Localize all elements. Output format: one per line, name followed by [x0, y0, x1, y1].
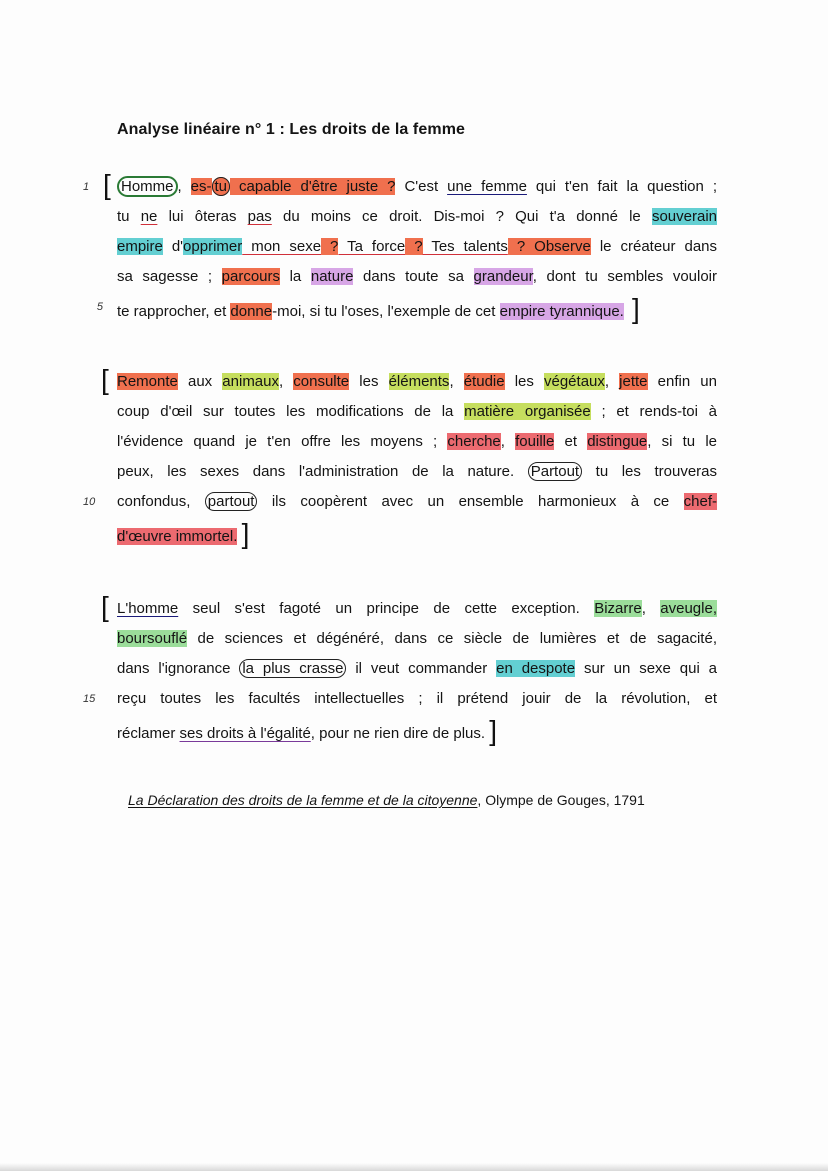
text-line	[117, 262, 717, 292]
word-circled: la plus crasse	[239, 659, 346, 678]
text-line	[117, 427, 717, 457]
text-span: le créateur dans	[590, 238, 718, 255]
text-span: sa sagesse ;	[117, 268, 222, 285]
text-span: les	[504, 373, 544, 390]
highlight: animaux	[222, 373, 279, 390]
text-span: ,	[604, 373, 620, 390]
highlight: Observe	[525, 238, 591, 255]
line-number: 15	[83, 693, 96, 705]
text-line	[117, 654, 717, 684]
highlight: matière organisée	[464, 403, 591, 420]
highlight: opprimer	[183, 238, 243, 255]
highlight: nature	[310, 268, 354, 285]
highlight: parcours	[221, 268, 281, 285]
text-span: lui ôteras	[157, 208, 248, 225]
highlight: étudie	[463, 373, 505, 390]
text-span: C'est	[395, 178, 448, 195]
text-span: ,	[641, 600, 661, 617]
highlight: consulte	[293, 373, 350, 390]
underlined: Ta force	[338, 238, 406, 255]
highlight: capable d'être juste ?	[230, 178, 396, 195]
author-date: , Olympe de Gouges, 1791	[477, 792, 645, 808]
page-title: Analyse linéaire n° 1 : Les droits de la femme	[117, 121, 466, 138]
text-span: d'	[162, 238, 184, 255]
underlined: une femme	[447, 178, 527, 195]
word-circled: Partout	[528, 462, 582, 481]
text-line	[83, 487, 718, 517]
highlight: empire tyrannique.	[499, 303, 624, 320]
highlight: empire	[117, 238, 163, 255]
text-line	[117, 517, 717, 547]
text-line	[117, 397, 717, 427]
highlight: d'œuvre immortel.	[117, 528, 238, 545]
text-line	[117, 202, 717, 232]
text-span: de sciences et dégénéré, dans ce siècle de lumières et de sagacité,	[187, 630, 717, 647]
text-span: , si tu le	[647, 433, 717, 450]
highlight: ?	[321, 238, 339, 255]
text-span: ,	[177, 178, 191, 195]
highlight: végétaux	[544, 373, 605, 390]
close-bracket-1: ]	[632, 293, 640, 324]
highlight: éléments	[388, 373, 450, 390]
word-circled: tu	[212, 177, 231, 196]
work-title: La Déclaration des droits de la femme et de la citoyenne	[128, 792, 478, 808]
text-span: ,	[449, 373, 464, 390]
paragraph-2	[83, 364, 718, 549]
underlined: pas	[247, 208, 272, 225]
text-line	[117, 594, 717, 624]
text-line	[117, 624, 717, 654]
open-bracket-1: [	[103, 169, 111, 200]
paragraph-1	[83, 169, 718, 324]
text-span: ils coopèrent avec un ensemble harmonieux à ce	[257, 493, 684, 510]
text-span: tu	[117, 208, 141, 225]
highlight: donne	[230, 303, 273, 320]
text-span: ,	[279, 373, 294, 390]
underlined: L'homme	[117, 600, 179, 617]
highlight: es-	[190, 178, 212, 195]
highlight: distingue	[587, 433, 648, 450]
text-line	[117, 714, 717, 744]
text-span: , pour ne rien dire de plus.	[310, 725, 486, 742]
text-span: seul s'est fagoté un principe de cette exception.	[178, 600, 595, 617]
underlined: Tes talents	[422, 238, 508, 255]
page-edge	[0, 1163, 828, 1171]
text-span: qui t'en fait la question ;	[526, 178, 717, 195]
text-span: il veut commander	[346, 660, 497, 677]
highlight: ?	[405, 238, 423, 255]
highlight: ?	[507, 238, 526, 255]
word-circled: Homme	[117, 176, 178, 197]
text-span: enfin un	[647, 373, 717, 390]
highlight: chef-	[683, 493, 718, 510]
text-span: du moins ce droit. Dis-moi ? Qui t'a donné le	[271, 208, 652, 225]
line-number: 5	[96, 301, 103, 313]
text-span: réclamer	[117, 725, 180, 742]
text-line	[117, 367, 717, 397]
highlight: Bizarre	[594, 600, 642, 617]
highlight: jette	[619, 373, 648, 390]
text-span: et	[554, 433, 588, 450]
text-line	[117, 457, 717, 487]
text-span: -moi, si tu l'oses, l'exemple de cet	[272, 303, 500, 320]
underlined: ne	[140, 208, 158, 225]
text-span: tu les trouveras	[582, 463, 717, 480]
highlight: en despote	[496, 660, 576, 677]
text-span: peux, les sexes dans l'administration de la nature.	[117, 463, 528, 480]
source-caption	[128, 792, 645, 808]
text-span: la	[280, 268, 311, 285]
text-span: sur un sexe qui a	[575, 660, 717, 677]
close-bracket-2: ]	[241, 518, 250, 549]
text-span: aux	[177, 373, 223, 390]
text-span: l'évidence quand je t'en offre les moyens ;	[117, 433, 448, 450]
highlight: boursouflé	[117, 630, 188, 647]
paragraph-3	[83, 591, 717, 746]
text-span: coup d'œil sur toutes les modifications de la	[117, 403, 465, 420]
text-span: les	[349, 373, 389, 390]
text-line	[83, 172, 717, 202]
underlined: ses droits à l'égalité	[179, 725, 311, 742]
text-span: dans toute sa	[353, 268, 474, 285]
text-span: , dont tu sembles vouloir	[532, 268, 718, 285]
text-line	[117, 232, 717, 262]
highlight: Remonte	[117, 373, 178, 390]
text-line	[96, 292, 717, 324]
highlight: aveugle,	[660, 600, 717, 617]
text-span: dans l'ignorance	[117, 660, 240, 677]
highlight: grandeur	[473, 268, 533, 285]
highlight: cherche	[447, 433, 501, 450]
word-circled: partout	[205, 492, 258, 511]
text-span: reçu toutes les facultés intellectuelles ; il prétend jouir de la révolution, et	[117, 690, 717, 707]
underlined: mon sexe	[242, 238, 322, 255]
highlight: souverain	[651, 208, 717, 225]
open-bracket-2: [	[101, 364, 109, 395]
line-number: 10	[83, 496, 96, 508]
text-span: ,	[500, 433, 516, 450]
open-bracket-3: [	[101, 591, 109, 622]
text-line	[83, 684, 717, 714]
text-span: ; et rends-toi à	[590, 403, 717, 420]
line-number: 1	[83, 181, 90, 193]
text-span: te rapprocher, et	[117, 303, 231, 320]
close-bracket-3: ]	[489, 715, 498, 746]
text-span: confondus,	[117, 493, 205, 510]
highlight: fouille	[515, 433, 555, 450]
